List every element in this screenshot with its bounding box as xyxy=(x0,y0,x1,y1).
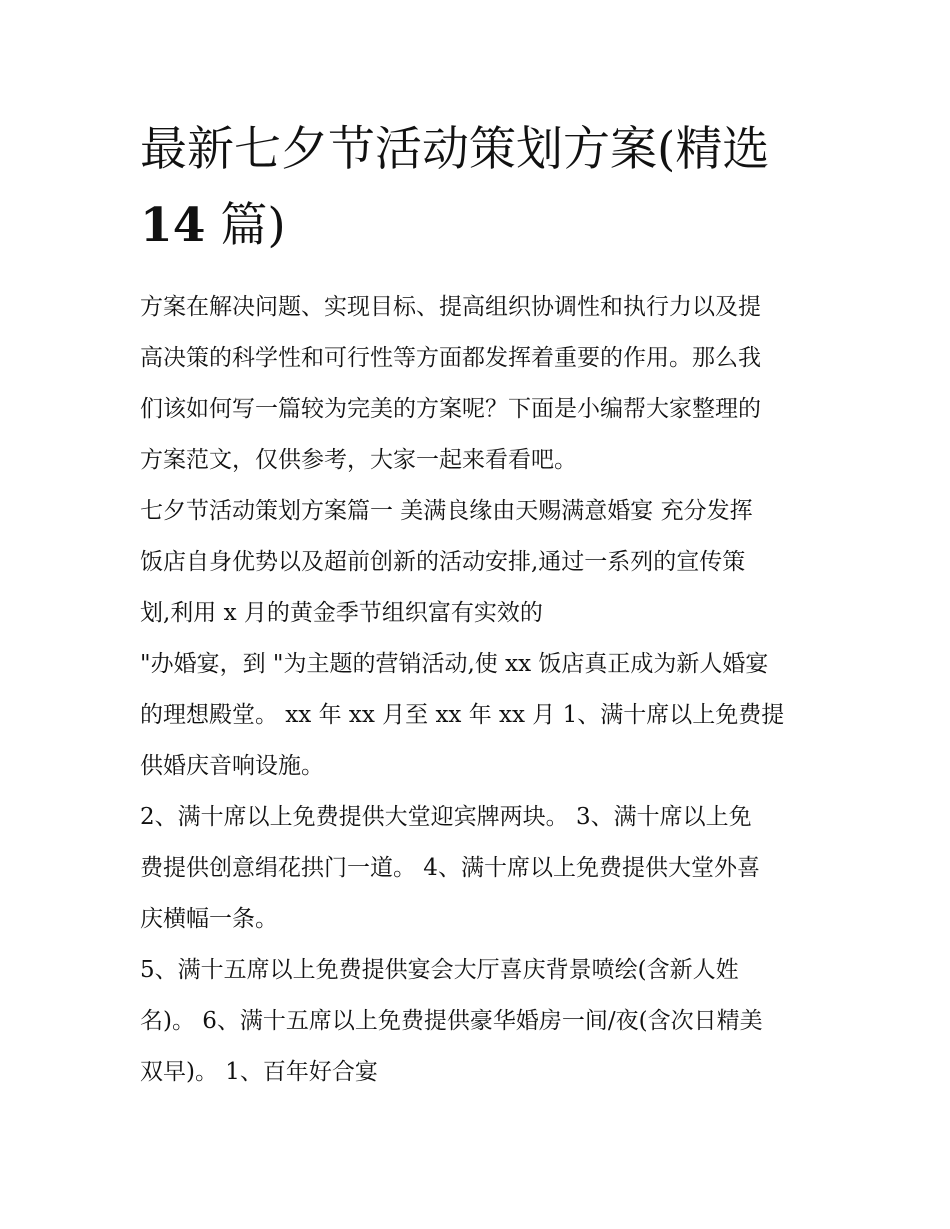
paragraph-plan-one: 七夕节活动策划方案篇一 美满良缘由天赐满意婚宴 充分发挥 饭店自身优势以及超前创新的活动安排,通过一系列的宣传策 划,利用 x 月的黄金季节组织富有实效的 xyxy=(140,498,753,626)
paragraph-intro: 方案在解决问题、实现目标、提高组织协调性和执行力以及提 高决策的科学性和可行性等方面都发挥着重要的作用。那么我 们该如何写一篇较为完美的方案呢？下面是小编帮大家整理的 方案范文，仅供参考，大家一起来看看吧。 xyxy=(140,294,761,473)
paragraph-items-2-4: 2、满十席以上免费提供大堂迎宾牌两块。 3、满十席以上免 费提供创意绢花拱门一道。 4、满十席以上免费提供大堂外喜 庆横幅一条。 xyxy=(140,804,760,932)
title-line-1: 最新七夕节活动策划方案(精选 xyxy=(140,122,770,177)
paragraph-items-5-6: 5、满十五席以上免费提供宴会大厅喜庆背景喷绘(含新人姓 名)。 6、满十五席以上免费提供豪华婚房一间/夜(含次日精美 双早)。 1、百年好合宴 xyxy=(140,957,763,1085)
title-line-2 xyxy=(140,188,815,264)
title-number: 14 xyxy=(140,198,206,253)
title-suffix: 篇) xyxy=(205,198,286,253)
document-title xyxy=(140,112,815,264)
paragraph-theme: "办婚宴，到 "为主题的营销活动,使 xx 饭店真正成为新人婚宴 的理想殿堂。 xx 年 xx 月至 xx 年 xx 月 1、满十席以上免费提 供婚庆音响设施。 xyxy=(140,651,785,779)
document-page xyxy=(140,112,815,1098)
